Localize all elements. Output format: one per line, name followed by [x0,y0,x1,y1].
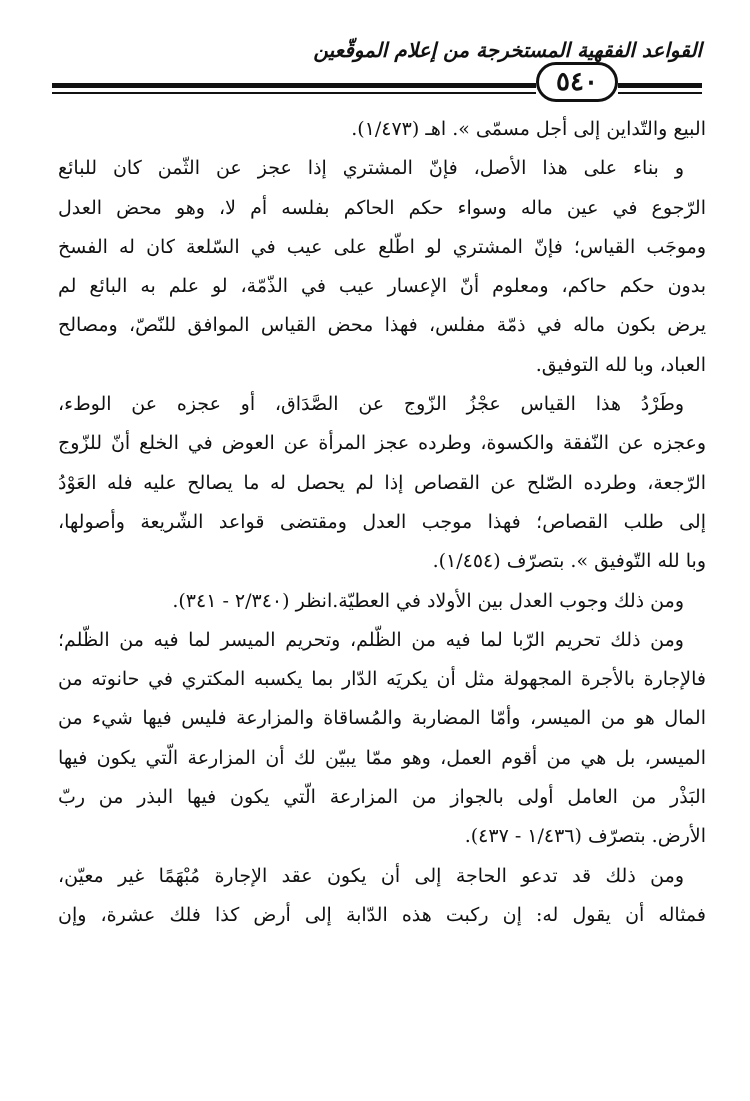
running-title: القواعد الفقهية المستخرجة من إعلام الموقّعين [313,38,702,62]
text-line: الميسر، بل هي من أقوم العمل، وهو ممّا يبيّن لك أن المزارعة الّتي يكون فيها [58,746,706,769]
text-line: العباد، وبا لله التوفيق. [535,353,706,376]
text-line: فالإجارة بالأجرة المجهولة مثل أن يكريَه الدّار بما يكسبه المكتري في حانوته من [58,668,706,691]
text-line: الرّجوع في عين ماله وسواء حكم الحاكم بفلسه أم لا، وهو محض العدل [58,196,706,219]
text-line: الرّجعة، وطرده الصّلح عن القصاص إذا لم يحصل له ما يصالح عليه فله العَوْدُ [58,471,706,494]
text-line: وطَرْدُ هذا القياس عجْزُ الزّوج عن الصَّدَاق، أو عجزه عن الوطء، [58,393,684,416]
page-number-badge [536,62,618,102]
text-line: إلى طلب القصاص؛ فهذا موجب العدل ومقتضى قواعد الشّريعة وأصولها، [58,510,706,533]
text-line: يرض بكون ماله في ذمّة مفلس، فهذا محض القياس الموافق للنّصّ، ومصالح [58,314,706,337]
text-line: البيع والتّداين إلى أجل مسمّى ». اهـ (١/٤٧٣). [351,118,706,140]
text-line: ومن ذلك تحريم الرّبا لما فيه من الظّلم، وتحريم الميسر لما فيه من الظّلم؛ [58,628,684,651]
header-rule-right [618,83,702,88]
text-line: بدون حكم حاكم، ومعلوم أنّ الإعسار عيب في الذّمّة، لو علم به البائع لم [58,275,706,298]
text-line: المال هو من الميسر، وأمّا المضاربة والمُساقاة والمزارعة فليس فيها شيء من [58,707,706,730]
page-number: ٥٤٠ [556,67,598,97]
body-text [58,110,706,935]
text-line: الأرض. بتصرّف (١/٤٣٦ - ٤٣٧). [464,825,706,848]
text-line: ومن ذلك قد تدعو الحاجة إلى أن يكون عقد الإجارة مُبْهَمًا غير معيّن، [58,864,684,887]
header-rule-right-thin [618,92,702,94]
text-line: البَذْر من العامل أولى بالجواز من المزارعة الّتي يكون فيها البذر من ربّ [58,786,706,809]
text-line: ومن ذلك وجوب العدل بين الأولاد في العطيّة.انظر (٢/٣٤٠ - ٣٤١). [172,589,684,612]
text-line: وعجزه عن النّفقة والكسوة، وطرده عجز المرأة عن العوض في الخلع أنّ للزّوج [58,432,706,455]
text-line: و بناء على هذا الأصل، فإنّ المشتري إذا عجز عن الثّمن كان للبائع [58,157,684,180]
text-line: وبا لله التّوفيق ». بتصرّف (١/٤٥٤). [432,550,706,573]
header-rule-left-thin [52,92,536,94]
text-line: وموجَب القياس؛ فإنّ المشتري لو اطّلع على عيب في السّلعة كان له الفسخ [58,235,706,258]
header-rule-left [52,83,536,88]
text-line: فمثاله أن يقول له: إن ركبت هذه الدّابة إلى أرض كذا فلك عشرة، وإن [58,903,706,926]
